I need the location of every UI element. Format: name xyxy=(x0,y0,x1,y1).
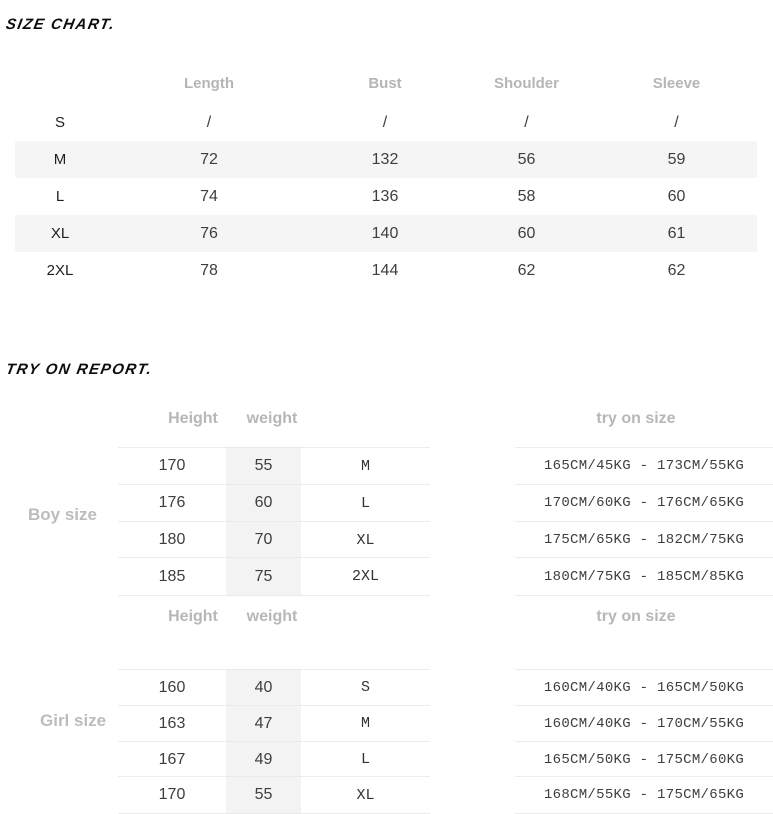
girl-header-weight: weight xyxy=(246,608,298,625)
table-row xyxy=(15,104,757,141)
sleeve-value: / xyxy=(674,113,679,131)
size-label: S xyxy=(54,114,65,131)
try-on-size-value: 165CM/50KG - 175CM/60KG xyxy=(515,741,773,778)
height-value: 160 xyxy=(118,669,226,706)
weight-value: 60 xyxy=(226,484,301,522)
weight-value: 47 xyxy=(226,705,301,742)
size-chart-table xyxy=(15,62,757,289)
weight-value: 40 xyxy=(226,669,301,706)
bust-value: / xyxy=(382,113,388,131)
sleeve-value: 60 xyxy=(667,187,686,205)
size-label: 2XL xyxy=(46,262,74,279)
table-row xyxy=(0,669,773,705)
size-chart-title: SIZE CHART. xyxy=(4,16,117,33)
weight-value: 55 xyxy=(226,447,301,485)
boy-header-try-on-size: try on size xyxy=(596,410,676,427)
column-gap xyxy=(430,705,515,741)
column-gap xyxy=(430,447,515,484)
length-value: / xyxy=(206,113,212,131)
try-on-size-value: 175CM/65KG - 182CM/75KG xyxy=(515,521,773,559)
try-on-size-value: 180CM/75KG - 185CM/85KG xyxy=(515,557,773,596)
shoulder-value: 58 xyxy=(517,187,536,205)
table-row xyxy=(0,741,773,777)
height-value: 163 xyxy=(118,705,226,742)
shoulder-value: 60 xyxy=(517,224,536,242)
weight-value: 49 xyxy=(226,741,301,778)
weight-value: 55 xyxy=(226,776,301,814)
length-value: 76 xyxy=(200,224,218,242)
height-value: 170 xyxy=(118,776,226,814)
column-gap xyxy=(430,484,515,521)
sleeve-value: 61 xyxy=(667,224,686,242)
height-value: 176 xyxy=(118,484,226,522)
size-label: M xyxy=(53,151,67,168)
size-value: L xyxy=(301,484,430,522)
table-row xyxy=(15,252,757,289)
size-value: S xyxy=(301,669,430,706)
length-value: 78 xyxy=(200,261,218,279)
size-value: XL xyxy=(301,776,430,814)
bust-value: 136 xyxy=(371,187,399,205)
sleeve-value: 62 xyxy=(667,261,686,279)
row-label-spacer xyxy=(0,521,118,558)
column-gap xyxy=(430,741,515,777)
table-row xyxy=(0,447,773,484)
boy-header-weight: weight xyxy=(246,410,298,427)
table-row xyxy=(15,215,757,252)
height-value: 180 xyxy=(118,521,226,559)
column-gap xyxy=(430,777,515,813)
boy-header-height: Height xyxy=(168,410,218,427)
shoulder-value: / xyxy=(524,113,529,131)
table-row xyxy=(0,777,773,813)
size-label: L xyxy=(55,188,65,205)
table-row xyxy=(0,705,773,741)
row-label-spacer xyxy=(0,705,118,741)
try-on-size-value: 165CM/45KG - 173CM/55KG xyxy=(515,447,773,485)
size-value: M xyxy=(301,705,430,742)
height-value: 185 xyxy=(118,557,226,596)
girl-try-on-table xyxy=(0,669,773,813)
height-value: 170 xyxy=(118,447,226,485)
try-on-size-value: 170CM/60KG - 176CM/65KG xyxy=(515,484,773,522)
try-on-size-value: 168CM/55KG - 175CM/65KG xyxy=(515,776,773,814)
try-on-report-title: TRY ON REPORT. xyxy=(4,361,155,378)
length-value: 74 xyxy=(200,187,218,205)
bust-value: 140 xyxy=(371,224,399,242)
girl-size-label: Girl size xyxy=(40,711,107,730)
size-value: XL xyxy=(301,521,430,559)
table-row xyxy=(15,178,757,215)
boy-try-on-table xyxy=(0,447,773,595)
column-gap xyxy=(430,521,515,558)
weight-value: 70 xyxy=(226,521,301,559)
girl-header-height: Height xyxy=(168,608,218,625)
height-value: 167 xyxy=(118,741,226,778)
shoulder-value: 62 xyxy=(517,261,536,279)
boy-size-label: Boy size xyxy=(28,505,97,524)
table-row xyxy=(15,141,757,178)
size-chart-header-length: Length xyxy=(184,74,234,92)
length-value: 72 xyxy=(200,150,218,168)
try-on-size-value: 160CM/40KG - 165CM/50KG xyxy=(515,669,773,706)
row-label-spacer xyxy=(0,777,118,813)
row-label-spacer xyxy=(0,741,118,777)
try-on-size-value: 160CM/40KG - 170CM/55KG xyxy=(515,705,773,742)
sleeve-value: 59 xyxy=(667,150,686,168)
row-label-spacer xyxy=(0,669,118,705)
size-value: M xyxy=(301,447,430,485)
size-chart-header-bust: Bust xyxy=(368,74,402,92)
size-value: L xyxy=(301,741,430,778)
bust-value: 144 xyxy=(371,261,399,279)
row-label-spacer xyxy=(0,447,118,484)
size-label: XL xyxy=(50,225,70,242)
column-gap xyxy=(430,558,515,595)
bust-value: 132 xyxy=(371,150,399,168)
girl-header-try-on-size: try on size xyxy=(596,608,676,625)
row-label-spacer xyxy=(0,558,118,595)
table-row xyxy=(0,521,773,558)
column-gap xyxy=(430,669,515,705)
table-row xyxy=(0,558,773,595)
size-chart-header-row xyxy=(15,62,757,104)
size-value: 2XL xyxy=(301,557,430,596)
shoulder-value: 56 xyxy=(517,150,536,168)
size-chart-header-shoulder: Shoulder xyxy=(493,74,559,92)
table-row xyxy=(0,484,773,521)
row-label-spacer xyxy=(0,484,118,521)
weight-value: 75 xyxy=(226,557,301,596)
size-chart-header-sleeve: Sleeve xyxy=(652,74,701,92)
